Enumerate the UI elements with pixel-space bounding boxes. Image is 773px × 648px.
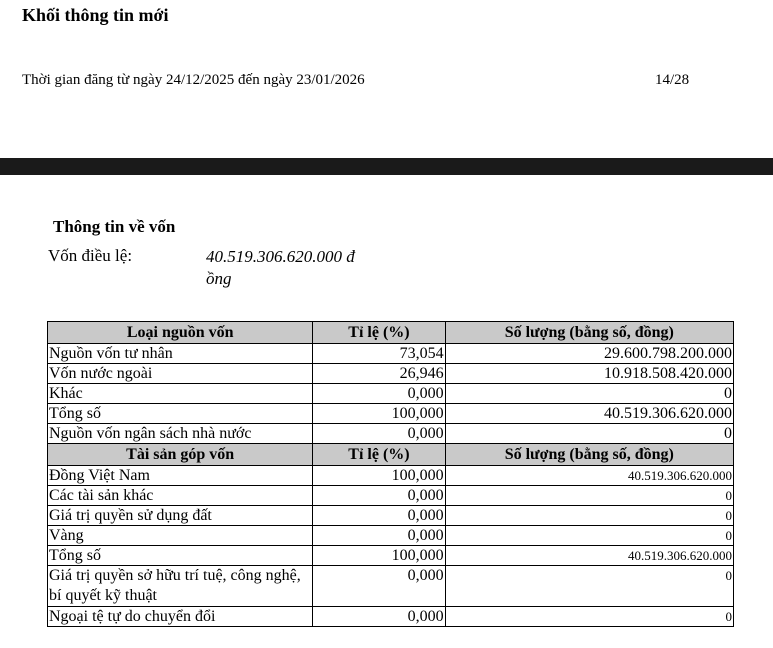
table-row: [48, 424, 734, 444]
section-divider: [0, 158, 773, 175]
table-row: [48, 546, 734, 566]
asset-ratio: 100,000: [313, 466, 445, 486]
source-ratio: 26,946: [313, 364, 445, 384]
column-header: Tỉ lệ (%): [313, 322, 445, 344]
asset-amount: 0: [445, 486, 733, 506]
source-amount: 0: [445, 424, 733, 444]
header-title: Khối thông tin mới: [22, 5, 169, 25]
asset-amount: 0: [445, 607, 733, 627]
table-row: [48, 384, 734, 404]
table-row: [48, 506, 734, 526]
column-header: Tỉ lệ (%): [313, 444, 445, 466]
asset-ratio: 0,000: [313, 506, 445, 526]
asset-name: Tổng số: [48, 546, 313, 566]
posting-period: Thời gian đăng từ ngày 24/12/2025 đến ngày 23/01/2026: [22, 72, 365, 88]
source-ratio: 73,054: [313, 344, 445, 364]
source-ratio: 0,000: [313, 384, 445, 404]
charter-capital-value: 40.519.306.620.000 đồng: [206, 247, 355, 288]
source-name: Khác: [48, 384, 313, 404]
source-ratio: 100,000: [313, 404, 445, 424]
asset-name: Ngoại tệ tự do chuyển đổi: [48, 607, 313, 627]
asset-amount: 0: [445, 566, 733, 607]
table-row: [48, 566, 734, 607]
source-amount: 29.600.798.200.000: [445, 344, 733, 364]
asset-ratio: 0,000: [313, 526, 445, 546]
asset-name: Các tài sản khác: [48, 486, 313, 506]
source-name: Tổng số: [48, 404, 313, 424]
assets-header-row: [48, 444, 734, 466]
column-header: Số lượng (bằng số, đồng): [445, 444, 733, 466]
asset-amount: 0: [445, 506, 733, 526]
charter-capital-label: Vốn điều lệ:: [48, 246, 133, 265]
table-row: [48, 364, 734, 384]
asset-ratio: 0,000: [313, 607, 445, 627]
capital-table: [47, 321, 734, 627]
table-row: [48, 486, 734, 506]
source-amount: 0: [445, 384, 733, 404]
asset-amount: 40.519.306.620.000: [445, 466, 733, 486]
table-row: [48, 607, 734, 627]
table-row: [48, 526, 734, 546]
asset-name: Đồng Việt Nam: [48, 466, 313, 486]
source-amount: 10.918.508.420.000: [445, 364, 733, 384]
asset-name: Giá trị quyền sở hữu trí tuệ, công nghệ, bí quyết kỹ thuật: [48, 566, 313, 607]
asset-ratio: 0,000: [313, 566, 445, 607]
source-ratio: 0,000: [313, 424, 445, 444]
asset-amount: 40.519.306.620.000: [445, 546, 733, 566]
asset-name: Vàng: [48, 526, 313, 546]
asset-ratio: 0,000: [313, 486, 445, 506]
column-header: Tài sản góp vốn: [48, 444, 313, 466]
table-row: [48, 466, 734, 486]
table-row: [48, 344, 734, 364]
asset-amount: 0: [445, 526, 733, 546]
sources-header-row: [48, 322, 734, 344]
source-name: Nguồn vốn ngân sách nhà nước: [48, 424, 313, 444]
source-name: Nguồn vốn tư nhân: [48, 344, 313, 364]
source-amount: 40.519.306.620.000: [445, 404, 733, 424]
asset-ratio: 100,000: [313, 546, 445, 566]
source-name: Vốn nước ngoài: [48, 364, 313, 384]
table-row: [48, 404, 734, 424]
page-number: 14/28: [655, 72, 690, 88]
section-title: Thông tin về vốn: [53, 217, 176, 236]
column-header: Loại nguồn vốn: [48, 322, 313, 344]
column-header: Số lượng (bằng số, đồng): [445, 322, 733, 344]
asset-name: Giá trị quyền sử dụng đất: [48, 506, 313, 526]
